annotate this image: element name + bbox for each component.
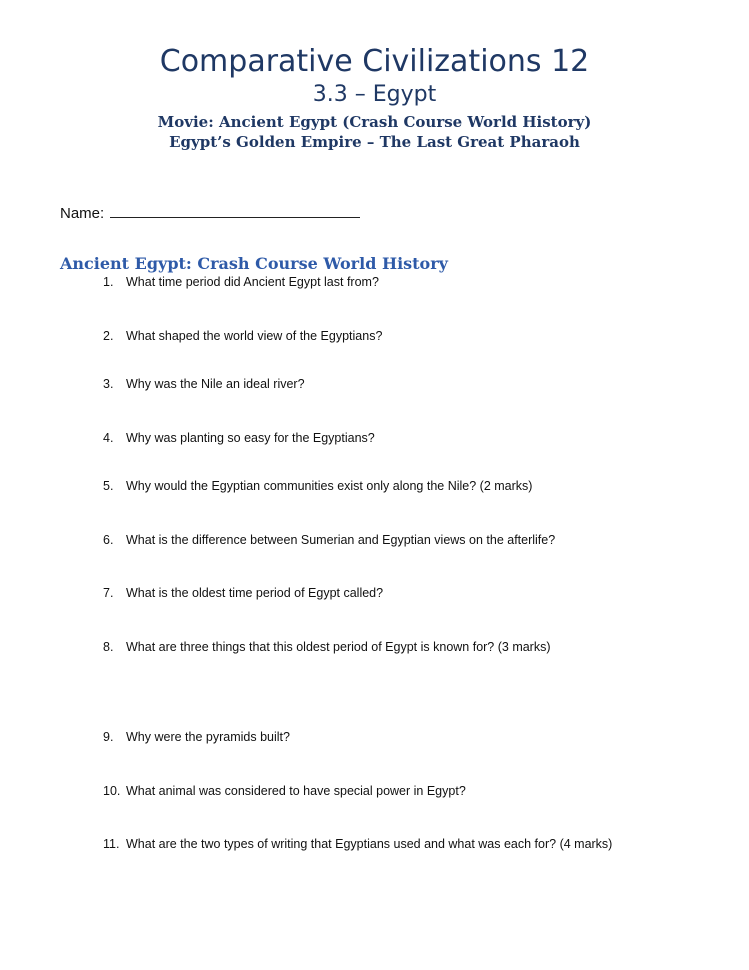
question-number: 7. bbox=[103, 586, 114, 600]
question-number: 4. bbox=[103, 431, 114, 445]
question-6 bbox=[103, 532, 555, 549]
question-number: 5. bbox=[103, 479, 114, 493]
document-title: Comparative Civilizations 12 bbox=[159, 44, 590, 79]
question-9 bbox=[103, 729, 290, 746]
question-7 bbox=[103, 585, 383, 602]
movie-title-line-2: Egypt’s Golden Empire – The Last Great Pharaoh bbox=[169, 133, 580, 151]
document-header bbox=[0, 44, 749, 152]
question-text: What are the two types of writing that Egyptians used and what was each for? (4 marks) bbox=[126, 837, 613, 851]
question-text: What are three things that this oldest period of Egypt is known for? (3 marks) bbox=[126, 640, 551, 654]
question-number: 2. bbox=[103, 329, 114, 343]
question-number: 1. bbox=[103, 275, 114, 289]
question-11 bbox=[103, 836, 612, 853]
question-text: Why was the Nile an ideal river? bbox=[126, 377, 305, 391]
document-subtitle: 3.3 – Egypt bbox=[312, 82, 437, 107]
question-8 bbox=[103, 639, 551, 656]
name-field bbox=[60, 203, 360, 224]
question-text: What is the oldest time period of Egypt called? bbox=[126, 586, 384, 600]
question-2 bbox=[103, 328, 382, 345]
question-1 bbox=[103, 274, 379, 291]
question-4 bbox=[103, 430, 375, 447]
question-text: What animal was considered to have special power in Egypt? bbox=[126, 784, 466, 798]
name-blank-line[interactable] bbox=[110, 203, 360, 218]
question-text: What is the difference between Sumerian and Egyptian views on the afterlife? bbox=[126, 533, 556, 547]
question-text: Why was planting so easy for the Egyptians? bbox=[126, 431, 375, 445]
name-label: Name: bbox=[60, 205, 105, 222]
question-number: 3. bbox=[103, 377, 114, 391]
question-3 bbox=[103, 376, 305, 393]
question-number: 8. bbox=[103, 640, 114, 654]
section-heading: Ancient Egypt: Crash Course World History bbox=[60, 254, 448, 273]
question-number: 9. bbox=[103, 730, 114, 744]
question-number: 11. bbox=[103, 837, 120, 851]
movie-title-line-1: Movie: Ancient Egypt (Crash Course World History) bbox=[157, 113, 592, 131]
question-5 bbox=[103, 478, 532, 495]
question-text: What shaped the world view of the Egyptians? bbox=[126, 329, 383, 343]
question-text: What time period did Ancient Egypt last from? bbox=[126, 275, 379, 289]
question-text: Why would the Egyptian communities exist only along the Nile? (2 marks) bbox=[126, 479, 533, 493]
question-number: 6. bbox=[103, 533, 114, 547]
question-number: 10. bbox=[103, 784, 121, 798]
question-text: Why were the pyramids built? bbox=[126, 730, 290, 744]
question-10 bbox=[103, 783, 466, 800]
